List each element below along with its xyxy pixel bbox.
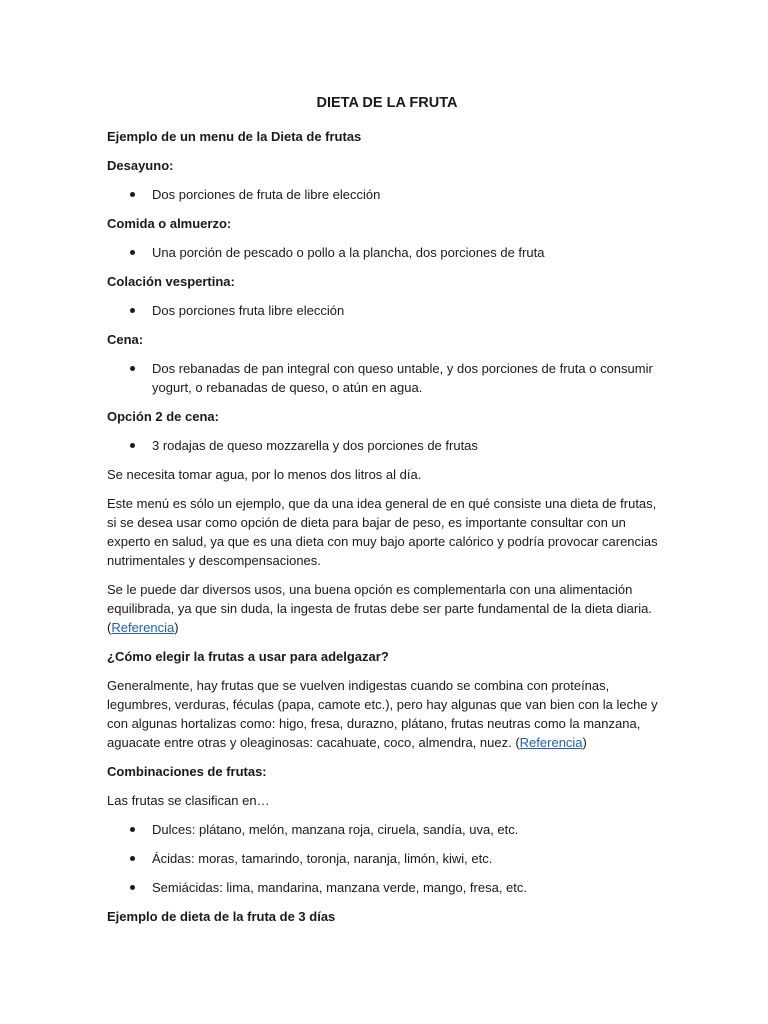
paren-open: ( — [515, 735, 520, 750]
cena-list — [107, 359, 667, 397]
list-item — [107, 820, 667, 839]
list-item-text: Dos porciones fruta libre elección — [152, 303, 345, 318]
bullet-icon — [130, 443, 135, 448]
usos-paragraph — [107, 580, 667, 637]
usos-text: Se le puede dar diversos usos, una buena opción es complementarla con una alimentación equilibrada, ya que sin duda, la ingesta de frutas debe ser parte fundamental de la dieta diaria. — [107, 582, 652, 616]
list-item-text: Dulces: plátano, melón, manzana roja, ciruela, sandía, uva, etc. — [152, 822, 519, 837]
bullet-icon — [130, 856, 135, 861]
list-item-text: 3 rodajas de queso mozzarella y dos porciones de frutas — [152, 438, 478, 453]
comida-list — [107, 243, 667, 262]
desayuno-heading: Desayuno: — [107, 158, 174, 173]
paren-close: ) — [174, 620, 179, 635]
list-item-text: Ácidas: moras, tamarindo, toronja, naranja, limón, kiwi, etc. — [152, 851, 493, 866]
list-item — [107, 359, 667, 397]
desayuno-list — [107, 185, 667, 204]
list-item — [107, 849, 667, 868]
combinaciones-heading: Combinaciones de frutas: — [107, 764, 267, 779]
colacion-heading: Colación vespertina: — [107, 274, 235, 289]
elegir-paragraph — [107, 676, 667, 752]
menu-heading: Ejemplo de un menu de la Dieta de frutas — [107, 129, 362, 144]
list-item — [107, 243, 667, 262]
list-item-text: Dos rebanadas de pan integral con queso untable, y dos porciones de fruta o consumir yogurt, o rebanadas de queso, o atún en agua. — [152, 361, 653, 395]
list-item — [107, 301, 667, 320]
referencia-link[interactable]: Referencia — [519, 735, 583, 750]
list-item-text: Semiácidas: lima, mandarina, manzana verde, mango, fresa, etc. — [152, 880, 528, 895]
elegir-heading: ¿Cómo elegir la frutas a usar para adelgazar? — [107, 649, 389, 664]
disclaimer-paragraph: Este menú es sólo un ejemplo, que da una idea general de en qué consiste una dieta de frutas, si se desea usar como opción de dieta para bajar de peso, es importante consultar con un experto en salud, ya que es una dieta con muy bajo aporte calórico y podría provocar carencias nutrimentales y descompensaciones. — [107, 496, 658, 568]
clasifican-paragraph: Las frutas se clasifican en… — [107, 793, 270, 808]
clases-list — [107, 820, 667, 897]
bullet-icon — [130, 192, 135, 197]
bullet-icon — [130, 366, 135, 371]
bullet-icon — [130, 308, 135, 313]
paren-close: ) — [582, 735, 587, 750]
cena-heading: Cena: — [107, 332, 144, 347]
list-item — [107, 185, 667, 204]
colacion-list — [107, 301, 667, 320]
bullet-icon — [130, 250, 135, 255]
document-title: DIETA DE LA FRUTA — [316, 95, 458, 111]
paren-open: ( — [107, 620, 112, 635]
bullet-icon — [130, 827, 135, 832]
list-item — [107, 878, 667, 897]
elegir-text: Generalmente, hay frutas que se vuelven indigestas cuando se combina con proteínas, legumbres, verduras, féculas (papa, camote etc.), pero hay algunas que van bien con la leche y con algunas hortalizas como: higo, fresa, durazno, plátano, frutas neutras como la manzana, aguacate entre otras y oleaginosas: cacahuate, coco, almendra, nuez. — [107, 678, 658, 750]
opcion2-list — [107, 436, 667, 455]
list-item — [107, 436, 667, 455]
document-body — [107, 93, 667, 936]
ejemplo-heading: Ejemplo de dieta de la fruta de 3 días — [107, 909, 336, 924]
agua-paragraph: Se necesita tomar agua, por lo menos dos litros al día. — [107, 467, 422, 482]
list-item-text: Una porción de pescado o pollo a la plancha, dos porciones de fruta — [152, 245, 545, 260]
comida-heading: Comida o almuerzo: — [107, 216, 232, 231]
opcion2-heading: Opción 2 de cena: — [107, 409, 219, 424]
list-item-text: Dos porciones de fruta de libre elección — [152, 187, 381, 202]
bullet-icon — [130, 885, 135, 890]
referencia-link[interactable]: Referencia — [111, 620, 175, 635]
